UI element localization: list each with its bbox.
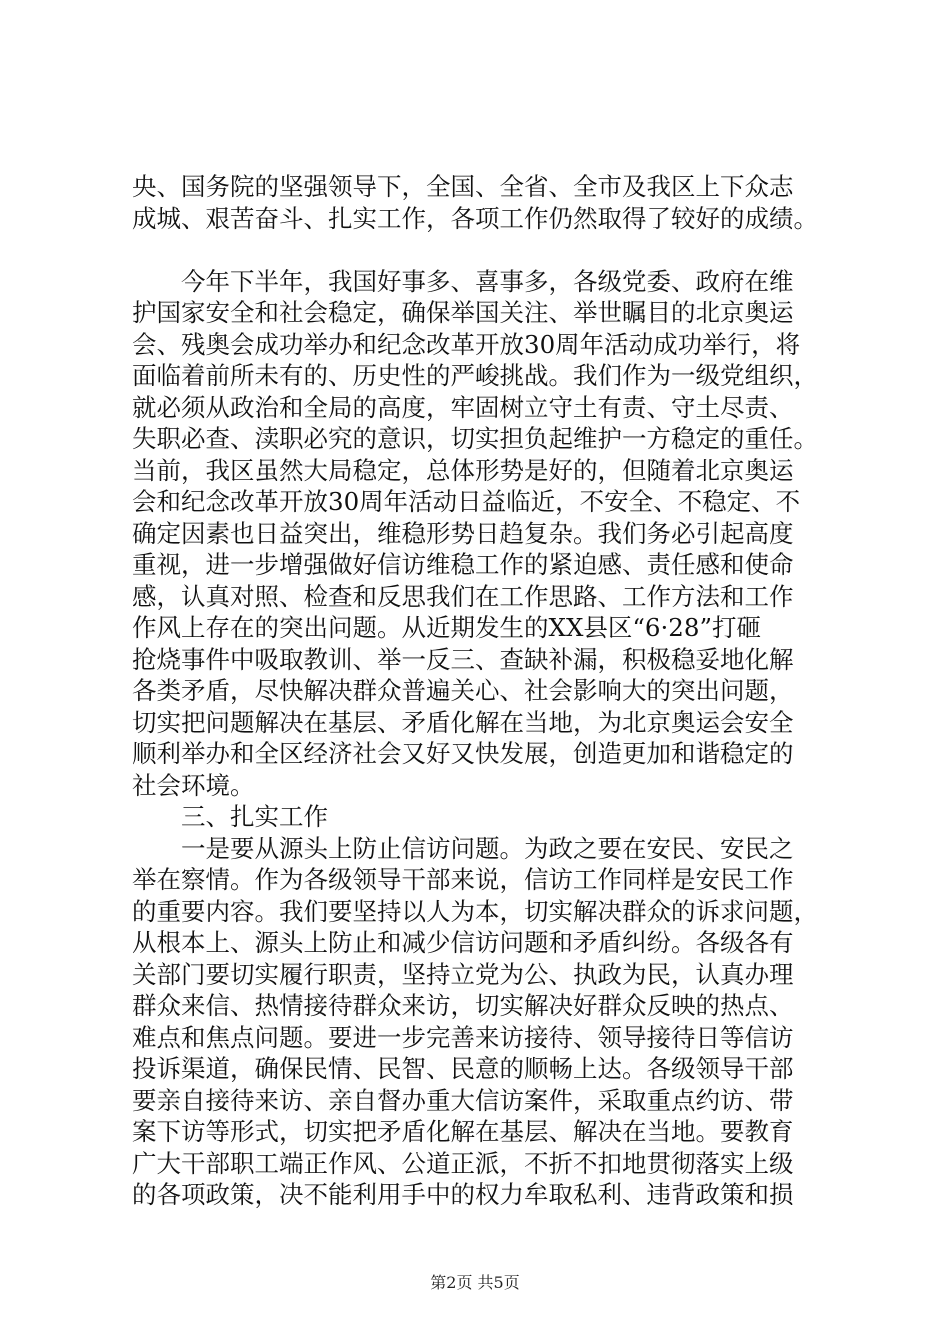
text-line: 感，认真对照、检查和反思我们在工作思路、工作方法和工作 [132,581,794,611]
text-line: 社会环境。 [132,770,255,800]
text-line: 失职必查、渎职必究的意识，切实担负起维护一方稳定的重任。 [132,424,818,453]
text-line: 广大干部职工端正作风、公道正派，不折不扣地贯彻落实上级 [132,1148,794,1178]
page-footer: 第2页 共5页 [430,1273,520,1292]
text-line: 就必须从政治和全局的高度，牢固树立守土有责、守土尽责、 [132,392,794,422]
text-line: 切实把问题解决在基层、矛盾化解在当地，为北京奥运会安全 [132,707,794,737]
text-line: 央、国务院的坚强领导下，全国、全省、全市及我区上下众志 [132,172,794,201]
text-line: 当前，我区虽然大局稳定，总体形势是好的，但随着北京奥运 [132,455,794,485]
paragraph-gap [132,234,832,266]
text-line: 三、扎实工作 [132,802,328,831]
text-line: 抢烧事件中吸取教训、举一反三、查缺补漏，积极稳妥地化解 [132,644,794,674]
text-line: 难点和焦点问题。要进一步完善来访接待、领导接待日等信访 [132,1022,794,1052]
text-line: 的各项政策，决不能利用手中的权力牟取私利、违背政策和损 [132,1180,794,1209]
text-line: 举在察情。作为各级领导干部来说，信访工作同样是安民工作 [132,865,794,894]
text-line: 的重要内容。我们要坚持以人为本，切实解决群众的诉求问题， [132,896,818,926]
text-line: 成城、艰苦奋斗、扎实工作，各项工作仍然取得了较好的成绩。 [132,203,818,233]
text-line: 顺利举办和全区经济社会又好又快发展，创造更加和谐稳定的 [132,739,794,768]
text-line: 从根本上、源头上防止和减少信访问题和矛盾纠纷。各级各有 [132,928,794,957]
text-line: 一是要从源头上防止信访问题。为政之要在安民、安民之 [132,833,794,863]
text-line: 护国家安全和社会稳定，确保举国关注、举世瞩目的北京奥运 [132,298,794,327]
text-line: 各类矛盾，尽快解决群众普遍关心、社会影响大的突出问题， [132,676,794,705]
text-line: 今年下半年，我国好事多、喜事多，各级党委、政府在维 [132,266,794,296]
text-line: 作风上存在的突出问题。从近期发生的XX县区“6·28”打砸 [132,613,761,642]
text-line: 案下访等形式，切实把矛盾化解在基层、解决在当地。要教育 [132,1117,794,1146]
text-line: 关部门要切实履行职责，坚持立党为公、执政为民，认真办理 [132,959,794,989]
text-line: 重视，进一步增强做好信访维稳工作的紧迫感、责任感和使命 [132,550,794,579]
text-line: 会、残奥会成功举办和纪念改革开放30周年活动成功举行，将 [132,329,801,359]
text-line: 要亲自接待来访、亲自督办重大信访案件，采取重点约访、带 [132,1085,794,1115]
text-line: 面临着前所未有的、历史性的严峻挑战。我们作为一级党组织， [132,361,818,390]
text-line: 确定因素也日益突出，维稳形势日趋复杂。我们务必引起高度 [132,518,794,548]
document-body [132,171,832,1211]
text-line: 群众来信、热情接待群众来访，切实解决好群众反映的热点、 [132,991,794,1020]
text-line: 会和纪念改革开放30周年活动日益临近，不安全、不稳定、不 [132,487,801,516]
text-line: 投诉渠道，确保民情、民智、民意的顺畅上达。各级领导干部 [132,1054,794,1083]
